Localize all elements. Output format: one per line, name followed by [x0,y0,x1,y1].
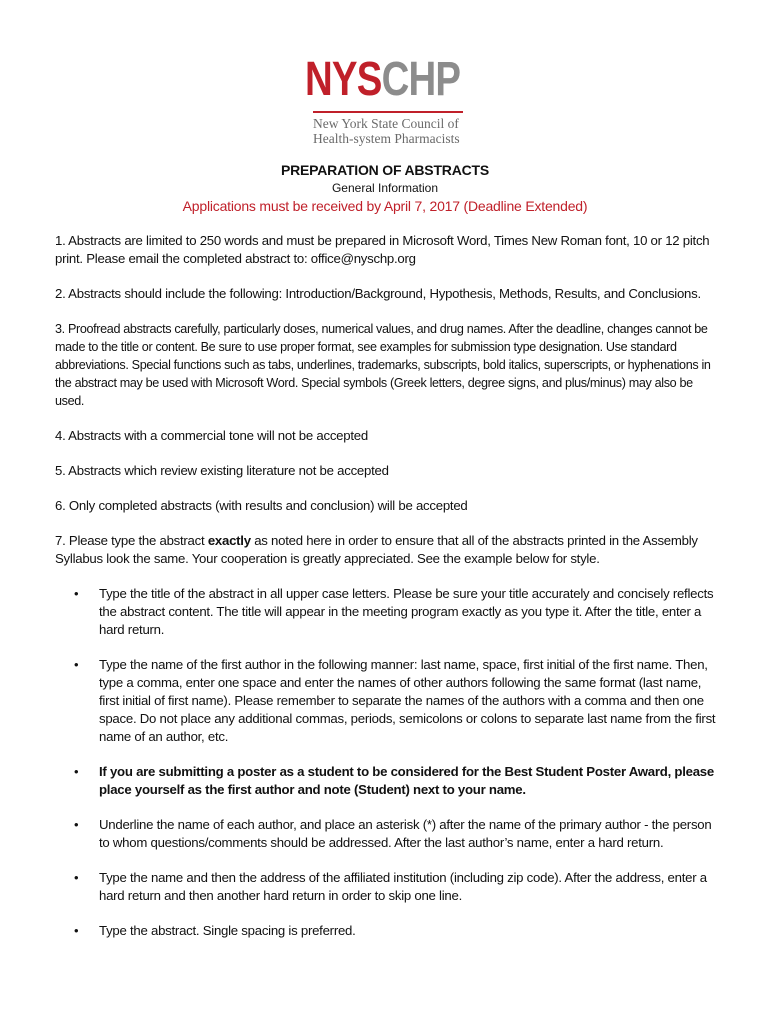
bullet-icon: • [74,817,79,832]
list-item-text: Type the name of the first author in the following manner: last name, space, first initial of the first name. Then, type a comma, enter one space and enter the names of other authors following the same format (last name, first initial of first name). Please remember to separate the names of the authors with a comma and then one space. Do not place any additional commas, periods, semicolons or colons to separate last name from the first name of an author, etc. [99,657,716,744]
list-item [55,922,717,940]
logo-wordmark-chp: CHP [381,53,461,106]
paragraph-7-before: 7. Please type the abstract [55,533,208,548]
page-title: PREPARATION OF ABSTRACTS [280,162,490,178]
bullet-icon: • [74,870,79,885]
list-item-text: Type the abstract. Single spacing is preferred. [99,923,356,938]
paragraph-7 [55,532,717,568]
paragraph-7-emphasis: exactly [207,533,251,548]
deadline-notice: Applications must be received by April 7, 2017 (Deadline Extended) [182,198,588,214]
bullet-icon: • [74,923,79,938]
logo-divider [313,111,463,113]
list-item [55,816,717,852]
paragraph-1: 1. Abstracts are limited to 250 words and must be prepared in Microsoft Word, Times New Roman font, 10 or 12 pitch print. Please email the completed abstract to: office@nyschp.org [55,233,710,266]
list-item [55,585,717,639]
style-instructions-list [55,585,717,940]
list-item [55,869,717,905]
bullet-icon: • [74,586,79,601]
page-subtitle: General Information [331,181,439,195]
paragraph-2: 2. Abstracts should include the following: Introduction/Background, Hypothesis, Methods, Results, and Conclusions. [55,286,701,301]
list-item-text: Underline the name of each author, and place an asterisk (*) after the name of the primary author - the person to whom questions/comments should be addressed. After the last author’s name, enter a hard return. [99,817,712,850]
document-body [55,232,717,957]
paragraph-4: 4. Abstracts with a commercial tone will not be accepted [55,428,368,443]
bullet-icon: • [74,657,79,672]
list-item-text: Type the name and then the address of the affiliated institution (including zip code). After the address, enter a hard return and then another hard return in order to skip one line. [99,870,707,903]
paragraph-7-after: as noted here in order to ensure that all of the abstracts printed in the Assembly Syllabus look the same. Your cooperation is greatly appreciated. See the example below for style. [55,533,698,566]
paragraph-5: 5. Abstracts which review existing literature not be accepted [55,463,389,478]
list-item-text: If you are submitting a poster as a student to be considered for the Best Student Poster Award, please place yourself as the first author and note (Student) next to your name. [99,764,714,797]
list-item [55,763,717,799]
logo-subtitle-line2: Health-system Pharmacists [313,131,460,146]
paragraph-3: 3. Proofread abstracts carefully, particularly doses, numerical values, and drug names. After the deadline, changes cannot be made to the title or content. Be sure to use proper format, see examples for submission type designation. Use standard abbreviations. Special functions such as tabs, underlines, trademarks, subscripts, bold italics, superscripts, or hyphenations in the abstract may be used with Microsoft Word. Special symbols (Greek letters, degree signs, and plus/minus) may also be used. [55,322,711,408]
list-item [55,656,717,746]
paragraph-6: 6. Only completed abstracts (with results and conclusion) will be accepted [55,498,468,513]
nyschp-logo [305,53,465,146]
logo-wordmark [305,53,461,106]
logo-wordmark-ny: NYS [305,53,382,106]
logo-subtitle-line1: New York State Council of [313,116,459,131]
list-item-text: Type the title of the abstract in all upper case letters. Please be sure your title accurately and concisely reflects the abstract content. The title will appear in the meeting program exactly as you type it. After the title, enter a hard return. [99,586,714,637]
logo-subtitle [313,116,460,146]
bullet-icon: • [74,764,79,779]
